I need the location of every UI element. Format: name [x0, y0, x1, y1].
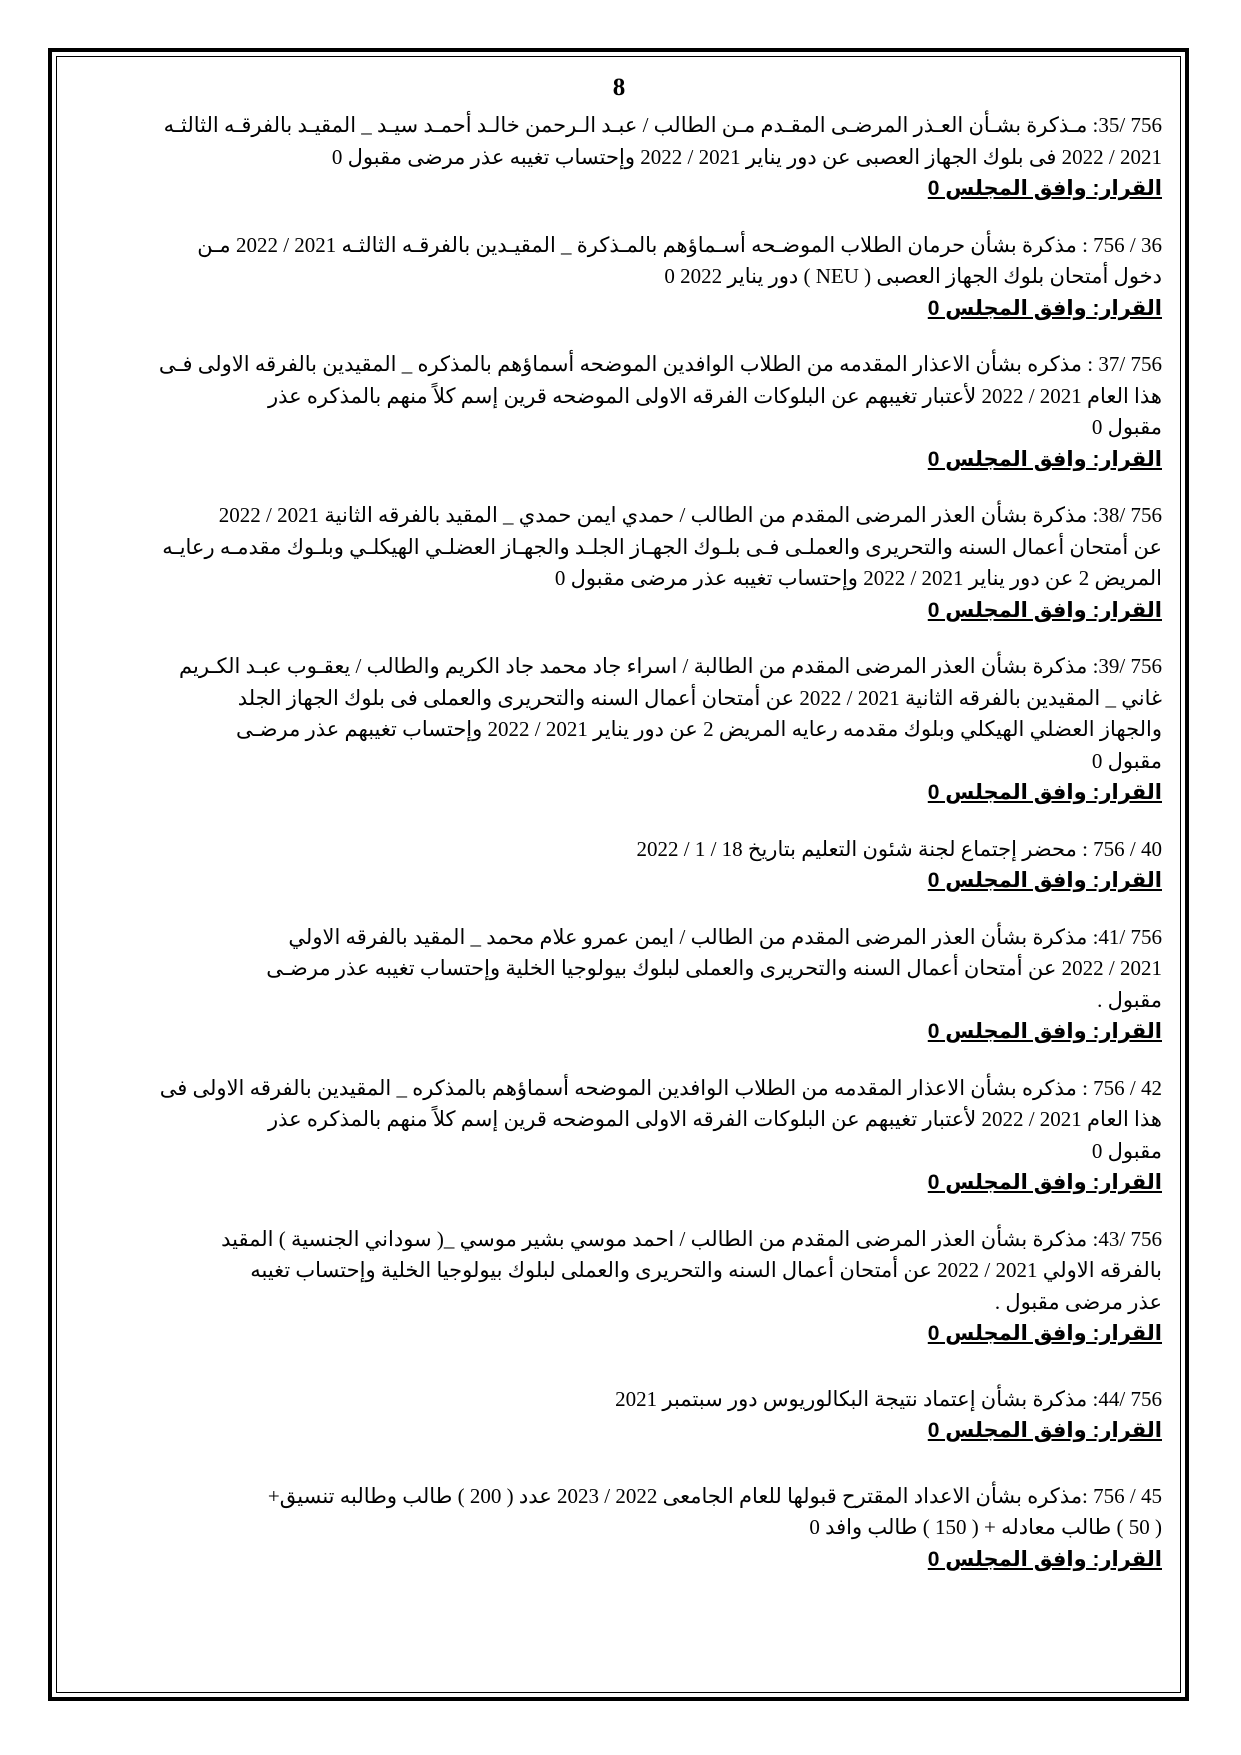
decision-line: القرار: وافق المجلس 0	[927, 1419, 1162, 1442]
item-36	[76, 230, 1162, 325]
item-text-line: هذا العام 2021 / 2022 لأعتبار تغيبهم عن البلوكات الفرقه الاولى الموضحه قرين إسم كلاً منهم بالمذكره عذر	[267, 1107, 1162, 1131]
decision-line: القرار: وافق المجلس 0	[927, 869, 1162, 892]
item-text-line: 2021 / 2022 فى بلوك الجهاز العصبى عن دور يناير 2021 / 2022 وإحتساب تغيبه عذر مرضى مقبول 0	[331, 144, 1162, 169]
item-text-line: عن أمتحان أعمال السنه والتحريرى والعملـى فـى بلـوك الجهـاز الجلـد والجهـاز العضلـي الهيكلـي وبلـوك مقدمـه رعايـه	[162, 534, 1162, 559]
item-text-line: 756 /41: مذكرة بشأن العذر المرضى المقدم من الطالب / ايمن عمرو علام محمد _ المقيد بالفرقه الاولي	[288, 924, 1162, 949]
decision-line: القرار: وافق المجلس 0	[927, 598, 1162, 622]
item-42	[76, 1073, 1162, 1199]
item-text-line: 45 / 756 :مذكره بشأن الاعداد المقترح قبولها للعام الجامعى 2022 / 2023 عدد ( 200 ) طالب وطالبه تنسيق+	[267, 1483, 1162, 1508]
item-text-line: 756 /37 : مذكره بشأن الاعذار المقدمه من الطلاب الوافدين الموضحه أسماؤهم بالمذكره _ المقيدين بالفرقه الاولى فـى	[158, 352, 1162, 376]
item-text-line: 756 /35: مـذكرة بشـأن العـذر المرضـى المقـدم مـن الطالب / عبـد الـرحمن خالـد أحمـد سيـد _ المقيـد بالفرقـه الثالثـه	[163, 113, 1162, 137]
item-text-line: غاني _ المقيدين بالفرقه الثانية 2021 / 2022 عن أمتحان أعمال السنه والتحريرى والعملى فى بلوك الجهاز الجلد	[237, 685, 1162, 710]
item-text-line: عذر مرضى مقبول .	[994, 1289, 1162, 1314]
item-text-line: مقبول 0	[1091, 1138, 1162, 1163]
item-text-line: هذا العام 2021 / 2022 لأعتبار تغيبهم عن البلوكات الفرقه الاولى الموضحه قرين إسم كلاً منهم بالمذكره عذر	[267, 383, 1162, 408]
decision-line: القرار: وافق المجلس 0	[927, 177, 1162, 200]
item-41	[76, 922, 1162, 1048]
decision-line: القرار: وافق المجلس 0	[927, 296, 1162, 320]
page-number: 8	[612, 74, 626, 101]
document-body	[76, 70, 1162, 1575]
item-44	[76, 1384, 1162, 1447]
item-text-line: بالفرقه الاولي 2021 / 2022 عن أمتحان أعمال السنه والتحريرى والعملى لبلوك بيولوجيا الخلية وإحتساب تغيبه	[250, 1258, 1162, 1282]
item-text-line: مقبول 0	[1091, 748, 1162, 773]
item-39	[76, 651, 1162, 809]
item-text-line: 756 /38: مذكرة بشأن العذر المرضى المقدم من الطالب / حمدي ايمن حمدي _ المقيد بالفرقه الثانية 2021 / 2022	[218, 503, 1162, 527]
item-text-line: مقبول 0	[1091, 415, 1162, 439]
decision-line: القرار: وافق المجلس 0	[927, 1547, 1162, 1571]
item-text-line: دخول أمتحان بلوك الجهاز العصبى ( NEU ) دور يناير 2022 0	[664, 264, 1162, 288]
item-40	[76, 834, 1162, 897]
item-text-line: والجهاز العضلي الهيكلي وبلوك مقدمه رعايه المريض 2 عن دور يناير 2021 / 2022 وإحتساب تغيبهم عذر مرضـى	[236, 717, 1162, 741]
item-text-line: 40 / 756 : محضر إجتماع لجنة شئون التعليم بتاريخ 18 / 1 / 2022	[636, 836, 1162, 861]
decision-line: القرار: وافق المجلس 0	[927, 447, 1162, 471]
item-35	[76, 110, 1162, 205]
item-text-line: 36 / 756 : مذكرة بشأن حرمان الطلاب الموضـحه أسـماؤهم بالمـذكرة _ المقيـدين بالفرقـه الثالثـه 2021 / 2022 مـن	[197, 232, 1162, 257]
item-text-line: ( 50 ) طالب معادله + ( 150 ) طالب وافد 0	[809, 1515, 1162, 1539]
decision-line: القرار: وافق المجلس 0	[927, 1322, 1162, 1345]
item-38	[76, 500, 1162, 626]
item-text-line: المريض 2 عن دور يناير 2021 / 2022 وإحتساب تغيبه عذر مرضى مقبول 0	[554, 566, 1162, 590]
item-text-line: 756 /39: مذكرة بشأن العذر المرضى المقدم من الطالبة / اسراء جاد محمد جاد الكريم والطالب / يعقـوب عبـد الكـريم	[179, 654, 1162, 678]
item-text-line: 42 / 756 : مذكره بشأن الاعذار المقدمه من الطلاب الوافدين الموضحه أسماؤهم بالمذكره _ المقيدين بالفرقه الاولى فى	[159, 1075, 1162, 1100]
decision-line: القرار: وافق المجلس 0	[927, 1020, 1162, 1043]
item-text-line: 756 /44: مذكرة بشأن إعتماد نتيجة البكالوريوس دور سبتمبر 2021	[615, 1386, 1162, 1411]
item-text-line: مقبول .	[1097, 987, 1162, 1012]
item-43	[76, 1224, 1162, 1350]
item-45	[76, 1481, 1162, 1576]
item-text-line: 756 /43: مذكرة بشأن العذر المرضى المقدم من الطالب / احمد موسي بشير موسي _( سوداني الجنسية ) المقيد	[221, 1226, 1162, 1251]
item-37	[76, 349, 1162, 475]
decision-line: القرار: وافق المجلس 0	[927, 781, 1162, 804]
item-text-line: 2021 / 2022 عن أمتحان أعمال السنه والتحريرى والعملى لبلوك بيولوجيا الخلية وإحتساب تغيبه عذر مرضـى	[266, 956, 1162, 980]
decision-line: القرار: وافق المجلس 0	[927, 1171, 1162, 1194]
